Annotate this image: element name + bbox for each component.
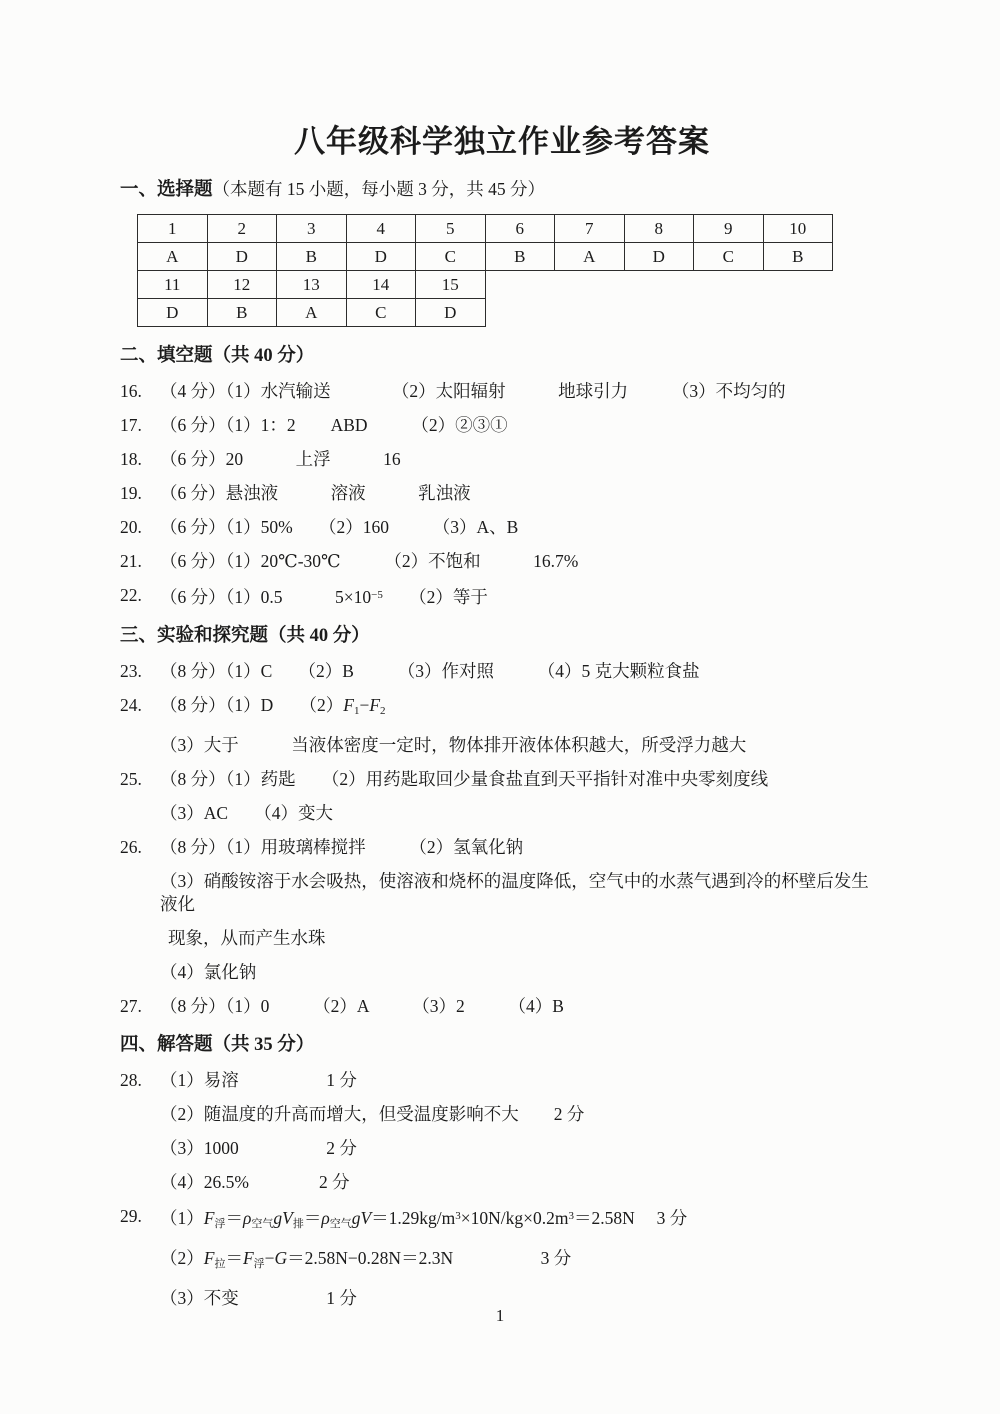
section-heading-solve: 四、解答题（共 35 分） [120,1035,315,1055]
score-label: 3 分 [634,1208,688,1228]
answer-line-28-cont3 [120,1171,884,1194]
table-cell: D [346,243,416,271]
answer-line-26-cont3 [120,961,884,984]
answer-line-16 [120,380,884,403]
table-cell: 3 [277,215,347,243]
answer-text-part: （2）等于 [382,587,488,607]
table-cell: 15 [416,271,486,299]
table-cell: B [277,243,347,271]
section-heading-choice-note: （本题有 15 小题，每小题 3 分，共 45 分） [212,179,546,199]
table-cell: D [207,243,277,271]
table-cell: B [763,243,833,271]
gravity-symbol: G [274,1248,288,1268]
choice-answer-table-top [137,214,833,271]
answer-line-28 [120,1069,884,1092]
answer-line-17 [120,414,884,437]
question-number: 20. [120,517,142,537]
subscript: 浮 [214,1218,226,1230]
table-cell: D [624,243,694,271]
table-cell: 1 [138,215,208,243]
answer-line-20 [120,516,884,539]
table-cell: 12 [207,271,277,299]
force-symbol: F [369,695,381,715]
question-number: 25. [120,769,142,789]
answer-text [160,694,884,723]
answer-text-part: （6 分）（1）0.5 5×10 [160,587,372,607]
answer-line-21 [120,550,884,573]
table-cell: 8 [624,215,694,243]
section-heading-choice [120,177,884,202]
answer-text: （3）硝酸铵溶于水会吸热，使溶液和烧杯的温度降低，空气中的水蒸气遇到冷的杯壁后发生液化 [160,871,869,914]
subscript: 1 [353,705,360,717]
answer-line-23 [120,660,884,683]
question-number: 28. [120,1070,142,1090]
table-cell: A [555,243,625,271]
minus-sign: − [264,1248,275,1268]
gv-symbol: gV [351,1208,372,1228]
page-title: 八年级科学独立作业参考答案 [294,124,710,159]
section-heading-fill: 二、填空题（共 40 分） [120,346,315,366]
score-label: 3 分 [453,1248,572,1268]
subscript: 2 [380,705,386,717]
answer-text: （6 分）（1）50% （2）160 （3）A、B [160,517,519,537]
answer-text: （6 分）悬浊液 溶液 乳浊液 [160,483,471,503]
formula-part: （2） [160,1248,204,1268]
answer-line-24 [120,694,884,723]
answer-line-26-cont2 [120,927,884,950]
answer-text [160,584,884,609]
answer-text: （4）氯化钠 [160,962,257,982]
answer-row [138,243,833,271]
table-cell: B [485,243,555,271]
subscript: 排 [292,1218,304,1230]
answer-text: （8 分）（1）药匙 （2）用药匙取回少量食盐直到天平指针对准中央零刻度线 [160,769,769,789]
table-cell: D [416,299,486,327]
answer-line-26 [120,836,884,859]
table-cell: 6 [485,215,555,243]
answer-text: （8 分）（1）C （2）B （3）作对照 （4）5 克大颗粒食盐 [160,661,700,681]
formula-part: ＝2.58N [574,1208,635,1228]
answer-text: （4 分）（1）水汽输送 （2）太阳辐射 地球引力 （3）不均匀的 [160,381,786,401]
subscript: 浮 [253,1258,265,1270]
force-symbol: F [343,695,354,715]
table-cell: 13 [277,271,347,299]
question-number: 23. [120,661,142,681]
density-symbol: ρ [242,1208,252,1228]
exponent: 3 [455,1210,461,1222]
answer-text: 现象，从而产生水珠 [168,928,326,948]
equals-sign: ＝ [225,1208,243,1228]
gv-symbol: gV [273,1208,293,1228]
table-cell: C [694,243,764,271]
answer-line-28-cont1 [120,1103,884,1126]
formula-part: ＝2.58N−0.28N＝2.3N [287,1248,454,1268]
answer-text: （8 分）（1）0 （2）A （3）2 （4）B [160,996,564,1016]
question-number: 22. [120,585,142,605]
minus-sign: − [359,695,370,715]
answer-text: （3）不变 1 分 [160,1288,357,1308]
question-29-block [120,1205,884,1310]
table-cell: 11 [138,271,208,299]
equals-sign: ＝ [303,1208,322,1228]
answer-line-24-cont [120,734,884,757]
answer-line-28-cont2 [120,1137,884,1160]
answer-line-25 [120,768,884,791]
table-cell: 5 [416,215,486,243]
answer-text: （1）易溶 1 分 [160,1070,357,1090]
answer-line-29-cont1 [120,1247,884,1276]
formula-part: ＝1.29kg/m [371,1208,456,1228]
answer-line-18 [120,448,884,471]
choice-answer-table-bottom [137,270,486,327]
subscript: 空气 [251,1218,274,1230]
answer-text: （3）AC （4）变大 [160,803,334,823]
table-cell: 10 [763,215,833,243]
answer-text-part: （8 分）（1）D （2） [160,695,344,715]
density-symbol: ρ [321,1208,330,1228]
question-number-row [138,271,486,299]
formula-part: （1） [160,1208,204,1228]
answer-line-22 [120,584,884,609]
answer-line-29 [120,1205,884,1236]
answer-text: （2）随温度的升高而增大，但受温度影响不大 2 分 [160,1104,585,1124]
table-cell: 14 [346,271,416,299]
answer-text: （6 分）（1）1：2 ABD （2）②③① [160,415,508,435]
tension-formula [160,1247,884,1276]
question-number: 29. [120,1206,142,1226]
answer-text: （3）1000 2 分 [160,1138,357,1158]
answer-text: （4）26.5% 2 分 [160,1172,350,1192]
force-symbol: F [242,1248,254,1268]
section-heading-choice-label: 一、选择题 [120,180,213,200]
table-cell: 9 [694,215,764,243]
table-cell: D [138,299,208,327]
question-number: 27. [120,996,142,1016]
answer-text: （3）大于 当液体密度一定时，物体排开液体体积越大，所受浮力越大 [160,735,747,755]
table-cell: 2 [207,215,277,243]
answer-line-27 [120,995,884,1018]
answer-text: （8 分）（1）用玻璃棒搅拌 （2）氢氧化钠 [160,837,524,857]
question-number-row [138,215,833,243]
table-cell: C [416,243,486,271]
answer-row [138,299,486,327]
equals-sign: ＝ [225,1248,243,1268]
question-number: 21. [120,551,142,571]
answer-line-26-cont1 [120,870,884,916]
question-number: 17. [120,415,142,435]
question-number: 18. [120,449,142,469]
subscript: 拉 [214,1258,226,1270]
force-symbol: F [203,1248,215,1268]
question-number: 26. [120,837,142,857]
answer-line-19 [120,482,884,505]
question-number: 19. [120,483,142,503]
formula-part: ×10N/kg×0.2m [460,1208,569,1228]
force-symbol: F [203,1208,215,1228]
question-number: 16. [120,381,142,401]
table-cell: B [207,299,277,327]
table-cell: A [277,299,347,327]
question-number: 24. [120,695,142,715]
section-heading-experiment: 三、实验和探究题（共 40 分） [120,626,370,646]
subscript: 空气 [329,1218,352,1230]
table-cell: 7 [555,215,625,243]
table-cell: A [138,243,208,271]
buoyancy-formula [160,1205,884,1236]
answer-text: （6 分）（1）20℃-30℃ （2）不饱和 16.7% [160,551,579,571]
exponent: −5 [371,589,383,601]
table-cell: C [346,299,416,327]
page-number: 1 [495,1306,505,1325]
table-cell: 4 [346,215,416,243]
exponent: 3 [568,1210,575,1222]
answer-line-25-cont [120,802,884,825]
answer-text: （6 分）20 上浮 16 [160,449,401,469]
